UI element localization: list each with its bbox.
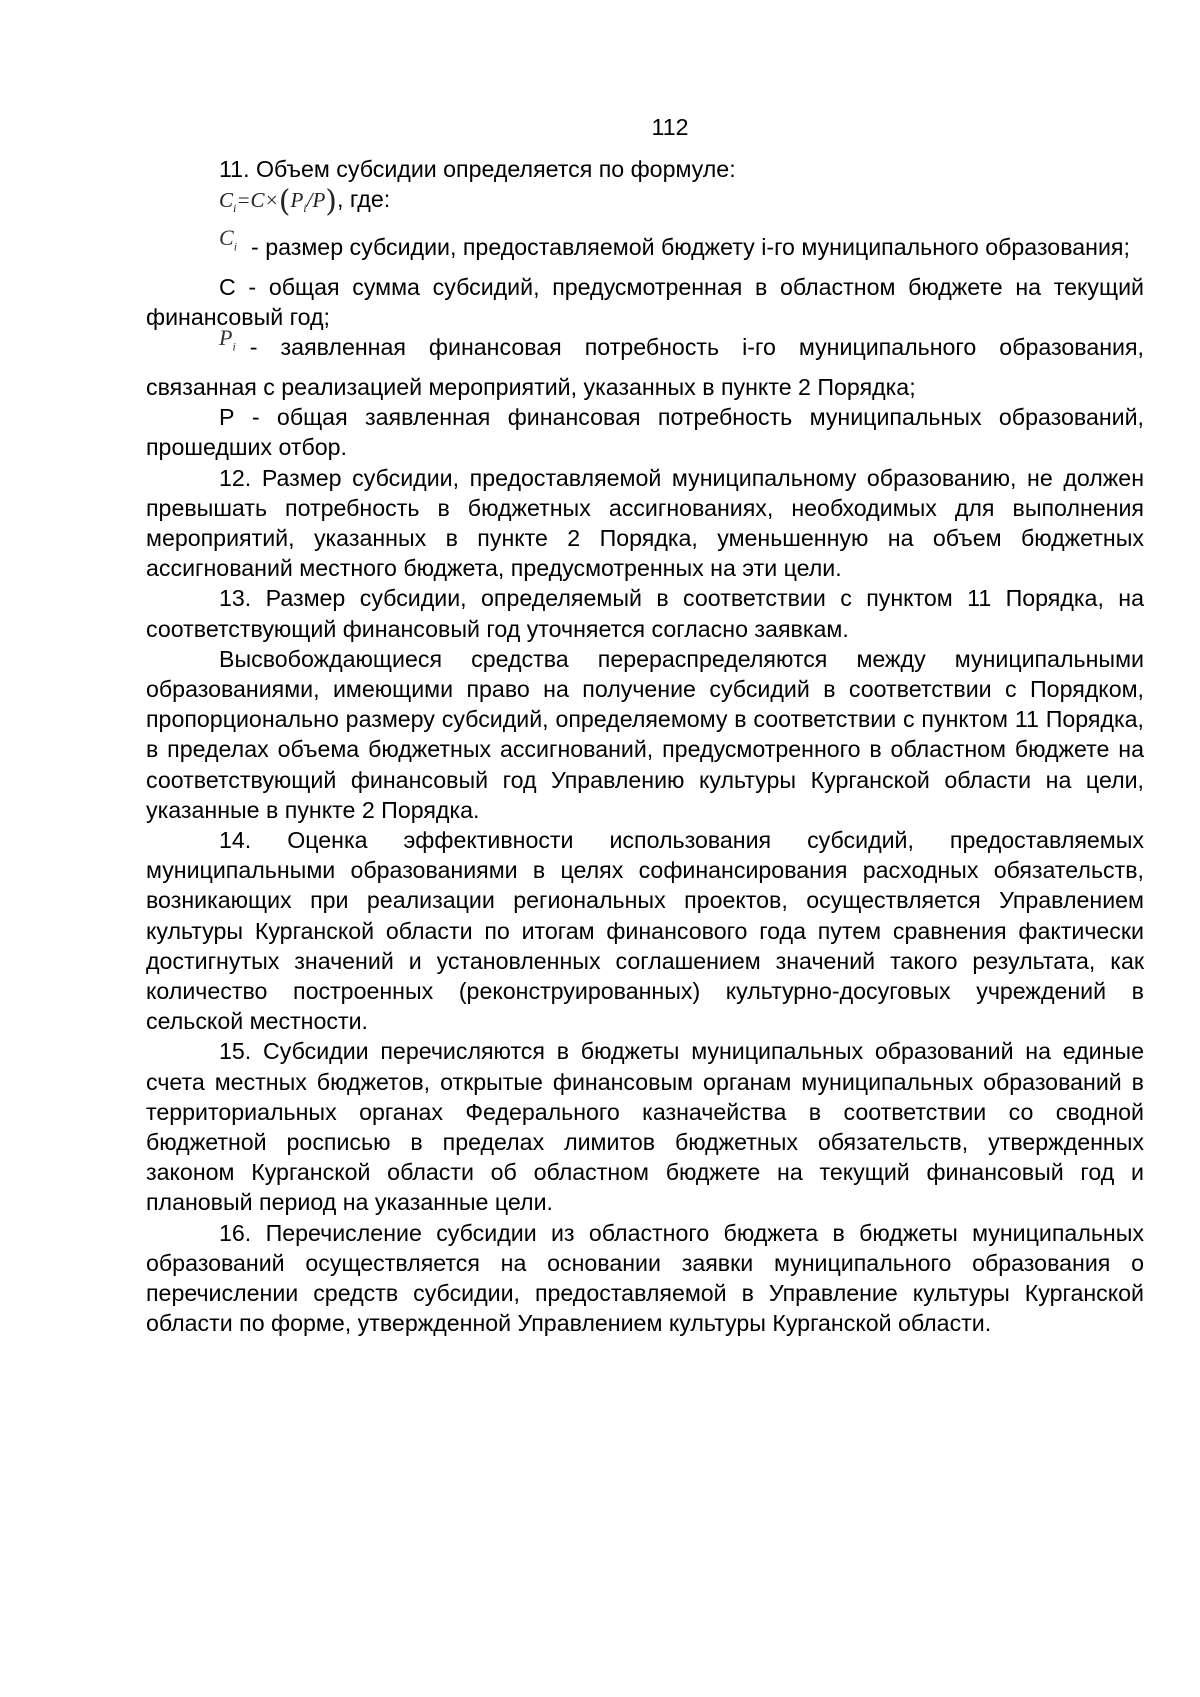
formula-eq: =C×	[236, 188, 279, 213]
ci-letter: C	[219, 225, 234, 251]
pi-letter: P	[219, 325, 233, 351]
paragraph-12: 12. Размер субсидии, предоставляемой муниципальному образованию, не должен превышать потребность в бюджетных ассигнованиях, необходимых для выполнения мероприятий, указанных в пункте 2 Порядка, уменьшенную на объем бюджетных ассигнований местного бюджета, предусмотренных на эти цели.	[146, 464, 1144, 582]
paragraph-13: 13. Размер субсидии, определяемый в соответствии с пунктом 11 Порядка, на соответствующий финансовый год уточняется согласно заявкам.	[146, 585, 1144, 642]
definition-c: С - общая сумма субсидий, предусмотренная в областном бюджете на текущий финансовый год;	[146, 274, 1144, 331]
paragraph-11-intro: 11. Объем субсидии определяется по формуле:	[219, 156, 736, 183]
ci-symbol	[219, 225, 238, 254]
formula-open-paren: (	[278, 184, 291, 220]
paragraph-14: 14. Оценка эффективности использования субсидий, предоставляемых муниципальными образованиями в целях софинансирования расходных обязательств, возникающих при реализации региональных проектов, осуществляется Управлением культуры Курганской области по итогам финансового года путем сравнения фактически достигнутых значений и установленных соглашением значений такого результата, как количество построенных (реконструированных) культурно-досуговых учреждений в сельской местности.	[146, 827, 1144, 1035]
paragraph-13-redistribution: Высвобождающиеся средства перераспределяются между муниципальными образованиями, имеющими право на получение субсидий в соответствии с Порядком, пропорционально размеру субсидий, определяемому в соответствии с пунктом 11 Порядка, в пределах объема бюджетных ассигнований, предусмотренного в областном бюджете на соответствующий финансовый год Управлению культуры Курганской области на цели, указанные в пункте 2 Порядка.	[146, 645, 1144, 823]
document-page	[146, 112, 1144, 1339]
formula-close-paren: )	[325, 184, 337, 220]
definition-p: Р - общая заявленная финансовая потребность муниципальных образований, прошедших отбор.	[146, 404, 1144, 461]
pi-text: - заявленная финансовая потребность i-го муниципального образования, связанная с реализацией мероприятий, указанных в пункте 2 Порядка;	[146, 334, 1144, 400]
definition-pi	[146, 325, 1144, 402]
formula-expression	[219, 184, 337, 220]
ci-sub: i	[233, 239, 238, 254]
formula	[219, 184, 1144, 232]
ci-text: - размер субсидии, предоставляемой бюджету i-го муниципального образования;	[251, 234, 1130, 261]
formula-lhs: C	[219, 188, 234, 213]
formula-div: /P	[306, 188, 326, 213]
pi-sub: i	[232, 339, 236, 354]
formula-lhs-sub: i	[233, 201, 237, 216]
paragraph-16: 16. Перечисление субсидии из областного бюджета в бюджеты муниципальных образований осуществляется на основании заявки муниципального образования о перечислении средств субсидии, предоставляемой в Управление культуры Курганской области по форме, утвержденной Управлением культуры Курганской области.	[146, 1219, 1144, 1337]
paragraph-15: 15. Субсидии перечисляются в бюджеты муниципальных образований на единые счета местных бюджетов, открытые финансовым органам муниципальных образований в территориальных органах Федерального казначейства в соответствии со сводной бюджетной росписью в пределах лимитов бюджетных обязательств, утвержденных законом Курганской области об областном бюджете на текущий финансовый год и плановый период на указанные цели.	[146, 1038, 1144, 1216]
definition-ci	[146, 225, 1144, 272]
formula-suffix: , где:	[337, 186, 391, 213]
formula-pi-sub: i	[303, 201, 307, 216]
pi-symbol	[219, 325, 236, 354]
page-number: 112	[651, 114, 689, 140]
formula-pi: P	[290, 188, 304, 213]
